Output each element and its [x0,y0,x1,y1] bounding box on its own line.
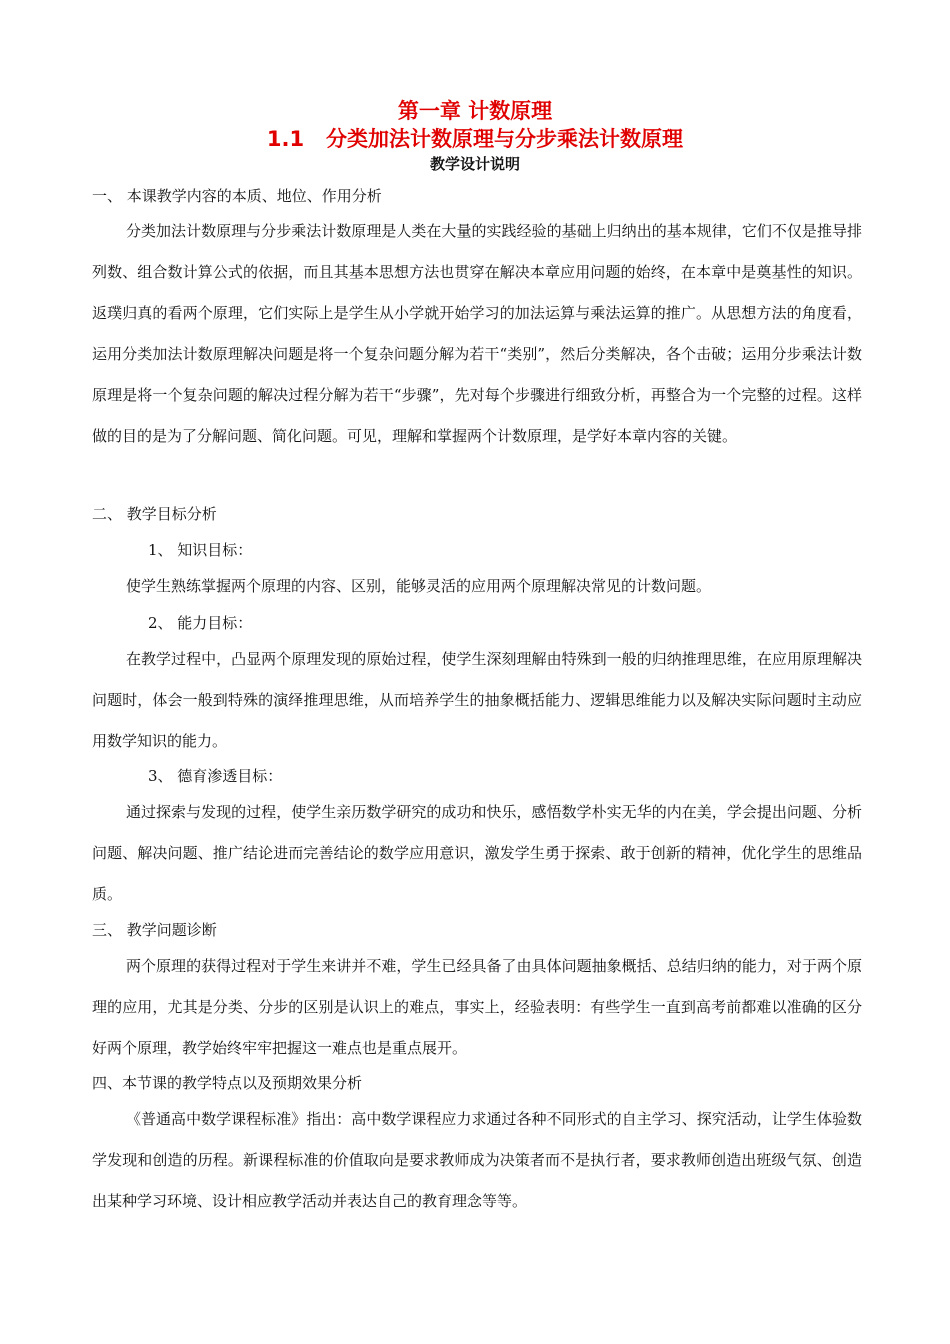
section-4-paragraph: 《普通高中数学课程标准》指出：高中数学课程应力求通过各种不同形式的自主学习、探究活动，让学生体验数学发现和创造的历程。新课程标准的价值取向是要求教师成为决策者而不是执行者，要求教师创造出班级气氛、创造出某种学习环境、设计相应教学活动并表达自己的教育理念等等。 [92,1110,862,1210]
objective-label-ability: 2、 能力目标： [148,614,253,632]
section-1-paragraph: 分类加法计数原理与分步乘法计数原理是人类在大量的实践经验的基础上归纳出的基本规律，它们不仅是推导排列数、组合数计算公式的依据，而且其基本思想方法也贯穿在解决本章应用问题的始终，在本章中是奠基性的知识。返璞归真的看两个原理，它们实际上是学生从小学就开始学习的加法运算与乘法运算的推广。从思想方法的角度看，运用分类加法计数原理解决问题是将一个复杂问题分解为若干“类别”，然后分类解决，各个击破；运用分步乘法计数原理是将一个复杂问题的解决过程分解为若干“步骤”，先对每个步骤进行细致分析，再整合为一个完整的过程。这样做的目的是为了分解问题、简化问题。可见，理解和掌握两个计数原理，是学好本章内容的关键。 [92,222,862,445]
objective-text-knowledge: 使学生熟练掌握两个原理的内容、区别，能够灵活的应用两个原理解决常见的计数问题。 [126,577,712,595]
objective-label-moral: 3、 德育渗透目标： [148,767,283,785]
section-3-paragraph: 两个原理的获得过程对于学生来讲并不难，学生已经具备了由具体问题抽象概括、总结归纳的能力，对于两个原理的应用，尤其是分类、分步的区别是认识上的难点，事实上，经验表明：有些学生一直到高考前都难以准确的区分好两个原理，教学始终牢牢把握这一难点也是重点展开。 [92,957,862,1057]
section-title: 1.1 分类加法计数原理与分步乘法计数原理 [266,127,684,151]
section-heading-3: 三、 教学问题诊断 [92,921,217,939]
chapter-title: 第一章 计数原理 [397,99,553,123]
objective-label-knowledge: 1、 知识目标： [148,541,253,559]
objective-text-moral: 通过探索与发现的过程，使学生亲历数学研究的成功和快乐，感悟数学朴实无华的内在美，学会提出问题、分析问题、解决问题、推广结论进而完善结论的数学应用意识，激发学生勇于探索、敢于创新的精神，优化学生的思维品质。 [92,803,862,903]
objective-text-ability: 在教学过程中，凸显两个原理发现的原始过程，使学生深刻理解由特殊到一般的归纳推理思维，在应用原理解决问题时，体会一般到特殊的演绎推理思维，从而培养学生的抽象概括能力、逻辑思维能力以及解决实际问题时主动应用数学知识的能力。 [92,650,862,750]
document-subtitle: 教学设计说明 [429,155,520,173]
section-heading-2: 二、 教学目标分析 [92,505,217,523]
section-heading-1: 一、 本课教学内容的本质、地位、作用分析 [92,187,382,205]
title-block [0,97,950,175]
section-heading-4: 四、本节课的教学特点以及预期效果分析 [92,1074,363,1092]
